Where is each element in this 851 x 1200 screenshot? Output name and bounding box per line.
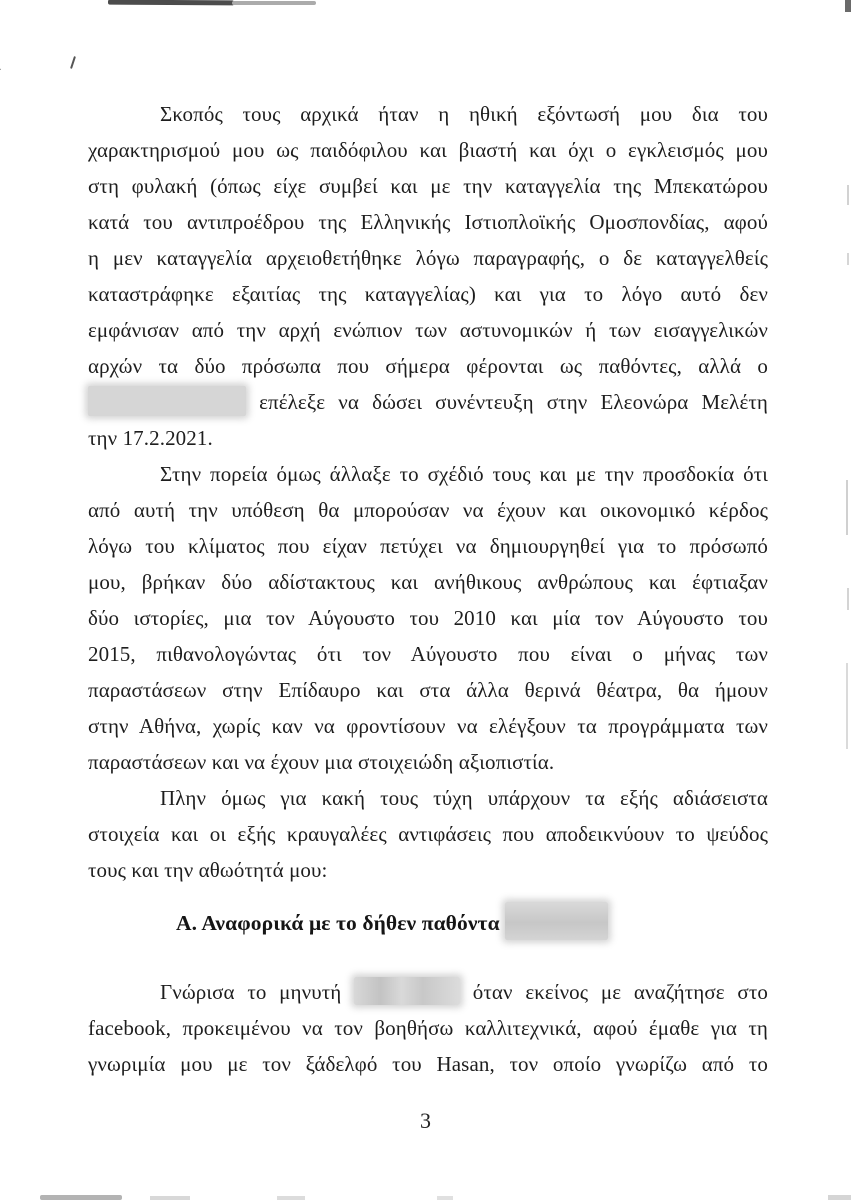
scan-artifact-right-dash (846, 663, 848, 749)
text-line (88, 456, 768, 492)
paragraph (88, 780, 768, 888)
text-run: τους και την αθωότητά μου: (88, 858, 328, 882)
text-line (88, 564, 768, 600)
text-run: στοιχεία και οι εξής κραυγαλέες αντιφάσεις που αποδεικνύουν το ψεύδος (88, 822, 768, 846)
text-run: την 17.2.2021. (88, 426, 213, 450)
page-number: 3 (420, 1108, 431, 1133)
text-line (88, 96, 768, 132)
text-run: η μεν καταγγελία αρχειοθετήθηκε λόγω παραγραφής, ο δε καταγγελθείς (88, 246, 768, 270)
text-line (88, 276, 768, 312)
scan-artifact-right-dash (847, 185, 849, 205)
scan-artifact-bottom-smudge (828, 1195, 851, 1200)
text-run: facebook, προκειμένου να τον βοηθήσω καλλιτεχνικά, αφού έμαθε για τη (88, 1016, 768, 1040)
text-line (88, 492, 768, 528)
text-line (88, 708, 768, 744)
scan-artifact-bottom-smudge (150, 1196, 190, 1200)
text-run: καταστράφηκε εξαιτίας της καταγγελίας) και για το λόγο αυτό δεν (88, 282, 768, 306)
text-run: στην Αθήνα, χωρίς καν να φροντίσουν να ελέγξουν τα προγράμματα των (88, 714, 768, 738)
text-line (88, 132, 768, 168)
scan-artifact-right-dash (846, 480, 848, 535)
text-line (88, 420, 768, 456)
text-run: αρχών τα δύο πρόσωπα που σήμερα φέρονται ως παθόντες, αλλά ο (88, 354, 768, 378)
text-line (88, 1046, 768, 1082)
text-line (88, 168, 768, 204)
scan-artifact-right-dash (847, 588, 849, 610)
text-run: όταν εκείνος με αναζήτησε στο (472, 980, 768, 1004)
text-line (88, 528, 768, 564)
scan-artifact-right-dash (847, 253, 849, 265)
scan-artifact-bottom-smudge (437, 1196, 453, 1200)
scan-artifact-top-dark (108, 0, 234, 5)
text-run: μου, βρήκαν δύο αδίστακτους και ανήθικους ανθρώπους και έφτιαξαν (88, 570, 768, 594)
scan-artifact-left-glyph (0, 46, 2, 77)
scan-artifact-bottom-smudge (40, 1195, 122, 1200)
text-run: από αυτή την υπόθεση θα μπορούσαν να έχουν και οικονομικό κέρδος (88, 498, 768, 522)
text-run: Γνώρισα το μηνυτή (160, 980, 342, 1004)
text-run: 2015, πιθανολογώντας ότι τον Αύγουστο που είναι ο μήνας των (88, 642, 768, 666)
text-run: στη φυλακή (όπως είχε συμβεί και με την καταγγελία της Μπεκατώρου (88, 174, 768, 198)
scan-artifact-top-light (232, 1, 316, 5)
text-line (88, 204, 768, 240)
text-line (88, 780, 768, 816)
text-line (88, 744, 768, 780)
text-line (88, 312, 768, 348)
text-line (88, 816, 768, 852)
redacted-name (354, 977, 460, 1005)
text-run: χαρακτηρισμού μου ως παιδόφιλου και βιαστή και όχι ο εγκλεισμός μου (88, 138, 768, 162)
paragraph (88, 974, 768, 1082)
scan-artifact-tick (70, 56, 76, 69)
scan-artifact-corner (845, 0, 851, 12)
paragraph (88, 96, 768, 456)
text-line (88, 902, 768, 944)
text-run: εμφάνισαν από την αρχή ενώπιον των αστυνομικών ή των εισαγγελικών (88, 318, 768, 342)
text-line (88, 384, 768, 420)
text-line (88, 600, 768, 636)
document-body (88, 96, 768, 1082)
paragraph (88, 456, 768, 780)
section-heading (88, 902, 768, 944)
text-run: παραστάσεων στην Επίδαυρο και στα άλλα θερινά θέατρα, θα ήμουν (88, 678, 768, 702)
text-run: δύο ιστορίες, μια τον Αύγουστο του 2010 και μία τον Αύγουστο του (88, 606, 768, 630)
text-line (88, 1010, 768, 1046)
redacted-name (88, 386, 246, 416)
text-run: λόγω του κλίματος που είχαν πετύχει να δημιουργηθεί για το πρόσωπό (88, 534, 768, 558)
text-line (88, 240, 768, 276)
text-line (88, 852, 768, 888)
text-run: κατά του αντιπροέδρου της Ελληνικής Ιστιοπλοϊκής Ομοσπονδίας, αφού (88, 210, 768, 234)
text-run: Πλην όμως για κακή τους τύχη υπάρχουν τα εξής αδιάσειστα (160, 786, 768, 810)
text-run: επέλεξε να δώσει συνέντευξη στην Ελεονώρα Μελέτη (259, 390, 768, 414)
redacted-name (505, 902, 608, 940)
text-line (88, 974, 768, 1010)
scan-artifact-bottom-smudge (277, 1196, 305, 1200)
text-run: Α. Αναφορικά με το δήθεν παθόντα (176, 911, 500, 935)
text-line (88, 636, 768, 672)
text-run: Στην πορεία όμως άλλαξε το σχέδιό τους και με την προσδοκία ότι (160, 462, 768, 486)
text-run: γνωριμία μου με τον ξάδελφό του Hasan, τον οποίο γνωρίζω από το (88, 1052, 768, 1076)
text-line (88, 672, 768, 708)
text-run: παραστάσεων και να έχουν μια στοιχειώδη αξιοπιστία. (88, 750, 555, 774)
text-run: Σκοπός τους αρχικά ήταν η ηθική εξόντωσή μου δια του (160, 102, 768, 126)
text-line (88, 348, 768, 384)
